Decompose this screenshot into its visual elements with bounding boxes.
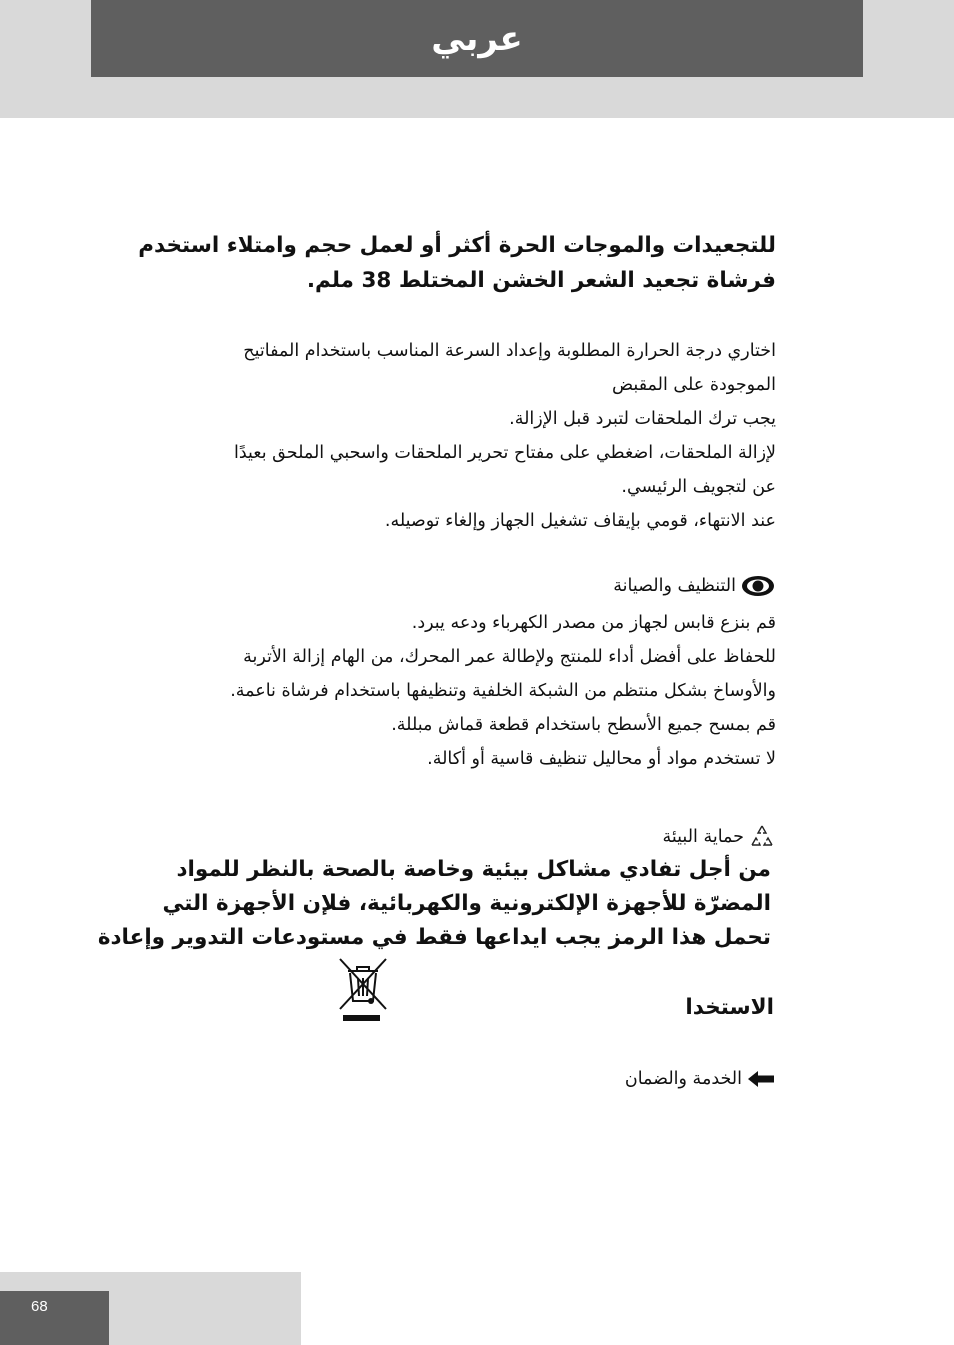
page-number: 68 bbox=[31, 1298, 48, 1315]
environment-heading-label: حماية البيئة bbox=[662, 827, 744, 847]
environment-heading bbox=[662, 820, 776, 854]
usage-line: يجب ترك الملحقات لتبرد قبل الإزالة. bbox=[509, 409, 776, 429]
service-heading-label: الخدمة والضمان bbox=[624, 1069, 742, 1089]
environment-line: من أجل تفادي مشاكل بيئية وخاصة بالصحة بالنظر للمواد bbox=[176, 857, 771, 882]
recycle-icon bbox=[748, 823, 776, 851]
intro-paragraph bbox=[138, 228, 776, 298]
environment-line: تحمل هذا الرمز يجب ايداعها فقط في مستودعات التدوير وإعادة bbox=[97, 925, 771, 950]
eye-icon bbox=[740, 574, 776, 598]
cleaning-instructions bbox=[186, 606, 776, 776]
cleaning-line: للحفاظ على أفضل أداء للمنتج ولإطالة عمر المحرك، من الهام إزالة الأتربة bbox=[243, 647, 776, 667]
intro-line: للتجعيدات والموجات الحرة أكثر أو لعمل حجم وامتلاء استخدم bbox=[138, 233, 776, 258]
cleaning-heading bbox=[613, 569, 776, 603]
arrow-left-icon bbox=[746, 1069, 776, 1089]
cleaning-line: قم بمسح جميع الأسطح باستخدام قطعة قماش مبللة. bbox=[391, 715, 776, 735]
language-title-bar bbox=[91, 0, 863, 77]
usage-instructions bbox=[186, 334, 776, 538]
cleaning-line: لا تستخدم مواد أو محاليل تنظيف قاسية أو أكالة. bbox=[427, 749, 776, 769]
usage-line: الموجودة على المقبض bbox=[611, 375, 776, 395]
usage-line: اختاري درجة الحرارة المطلوبة وإعداد السرعة المناسب باستخدام المفاتيح bbox=[243, 341, 776, 361]
service-heading bbox=[625, 1062, 776, 1096]
page-title: عربي bbox=[431, 18, 523, 59]
crossed-bin-icon bbox=[336, 955, 390, 1029]
intro-line: فرشاة تجعيد الشعر الخشن المختلط 38 ملم. bbox=[306, 268, 776, 293]
usage-line: لإزالة الملحقات، اضغطي على مفتاح تحرير الملحقات واسحبي الملحق بعيدًا bbox=[233, 443, 776, 463]
cleaning-line: والأوساخ بشكل منتظم من الشبكة الخلفية وتنظيفها باستخدام فرشاة ناعمة. bbox=[230, 681, 776, 701]
environment-tail: الاستخدا bbox=[685, 995, 774, 1020]
usage-line: عن لتجويف الرئيسي. bbox=[621, 477, 776, 497]
cleaning-line: قم بنزع قابس لجهاز من مصدر الكهرباء ودعه يبرد. bbox=[411, 613, 776, 633]
environment-paragraph bbox=[97, 853, 771, 955]
cleaning-heading-label: التنظيف والصيانة bbox=[613, 576, 736, 596]
environment-line: المضرّة للأجهزة الإلكترونية والكهربائية، فلإن الأجهزة التي bbox=[162, 891, 771, 916]
page-number-box bbox=[0, 1291, 109, 1345]
usage-line: عند الانتهاء، قومي بإيقاف تشغيل الجهاز وإلغاء توصيله. bbox=[384, 511, 776, 531]
